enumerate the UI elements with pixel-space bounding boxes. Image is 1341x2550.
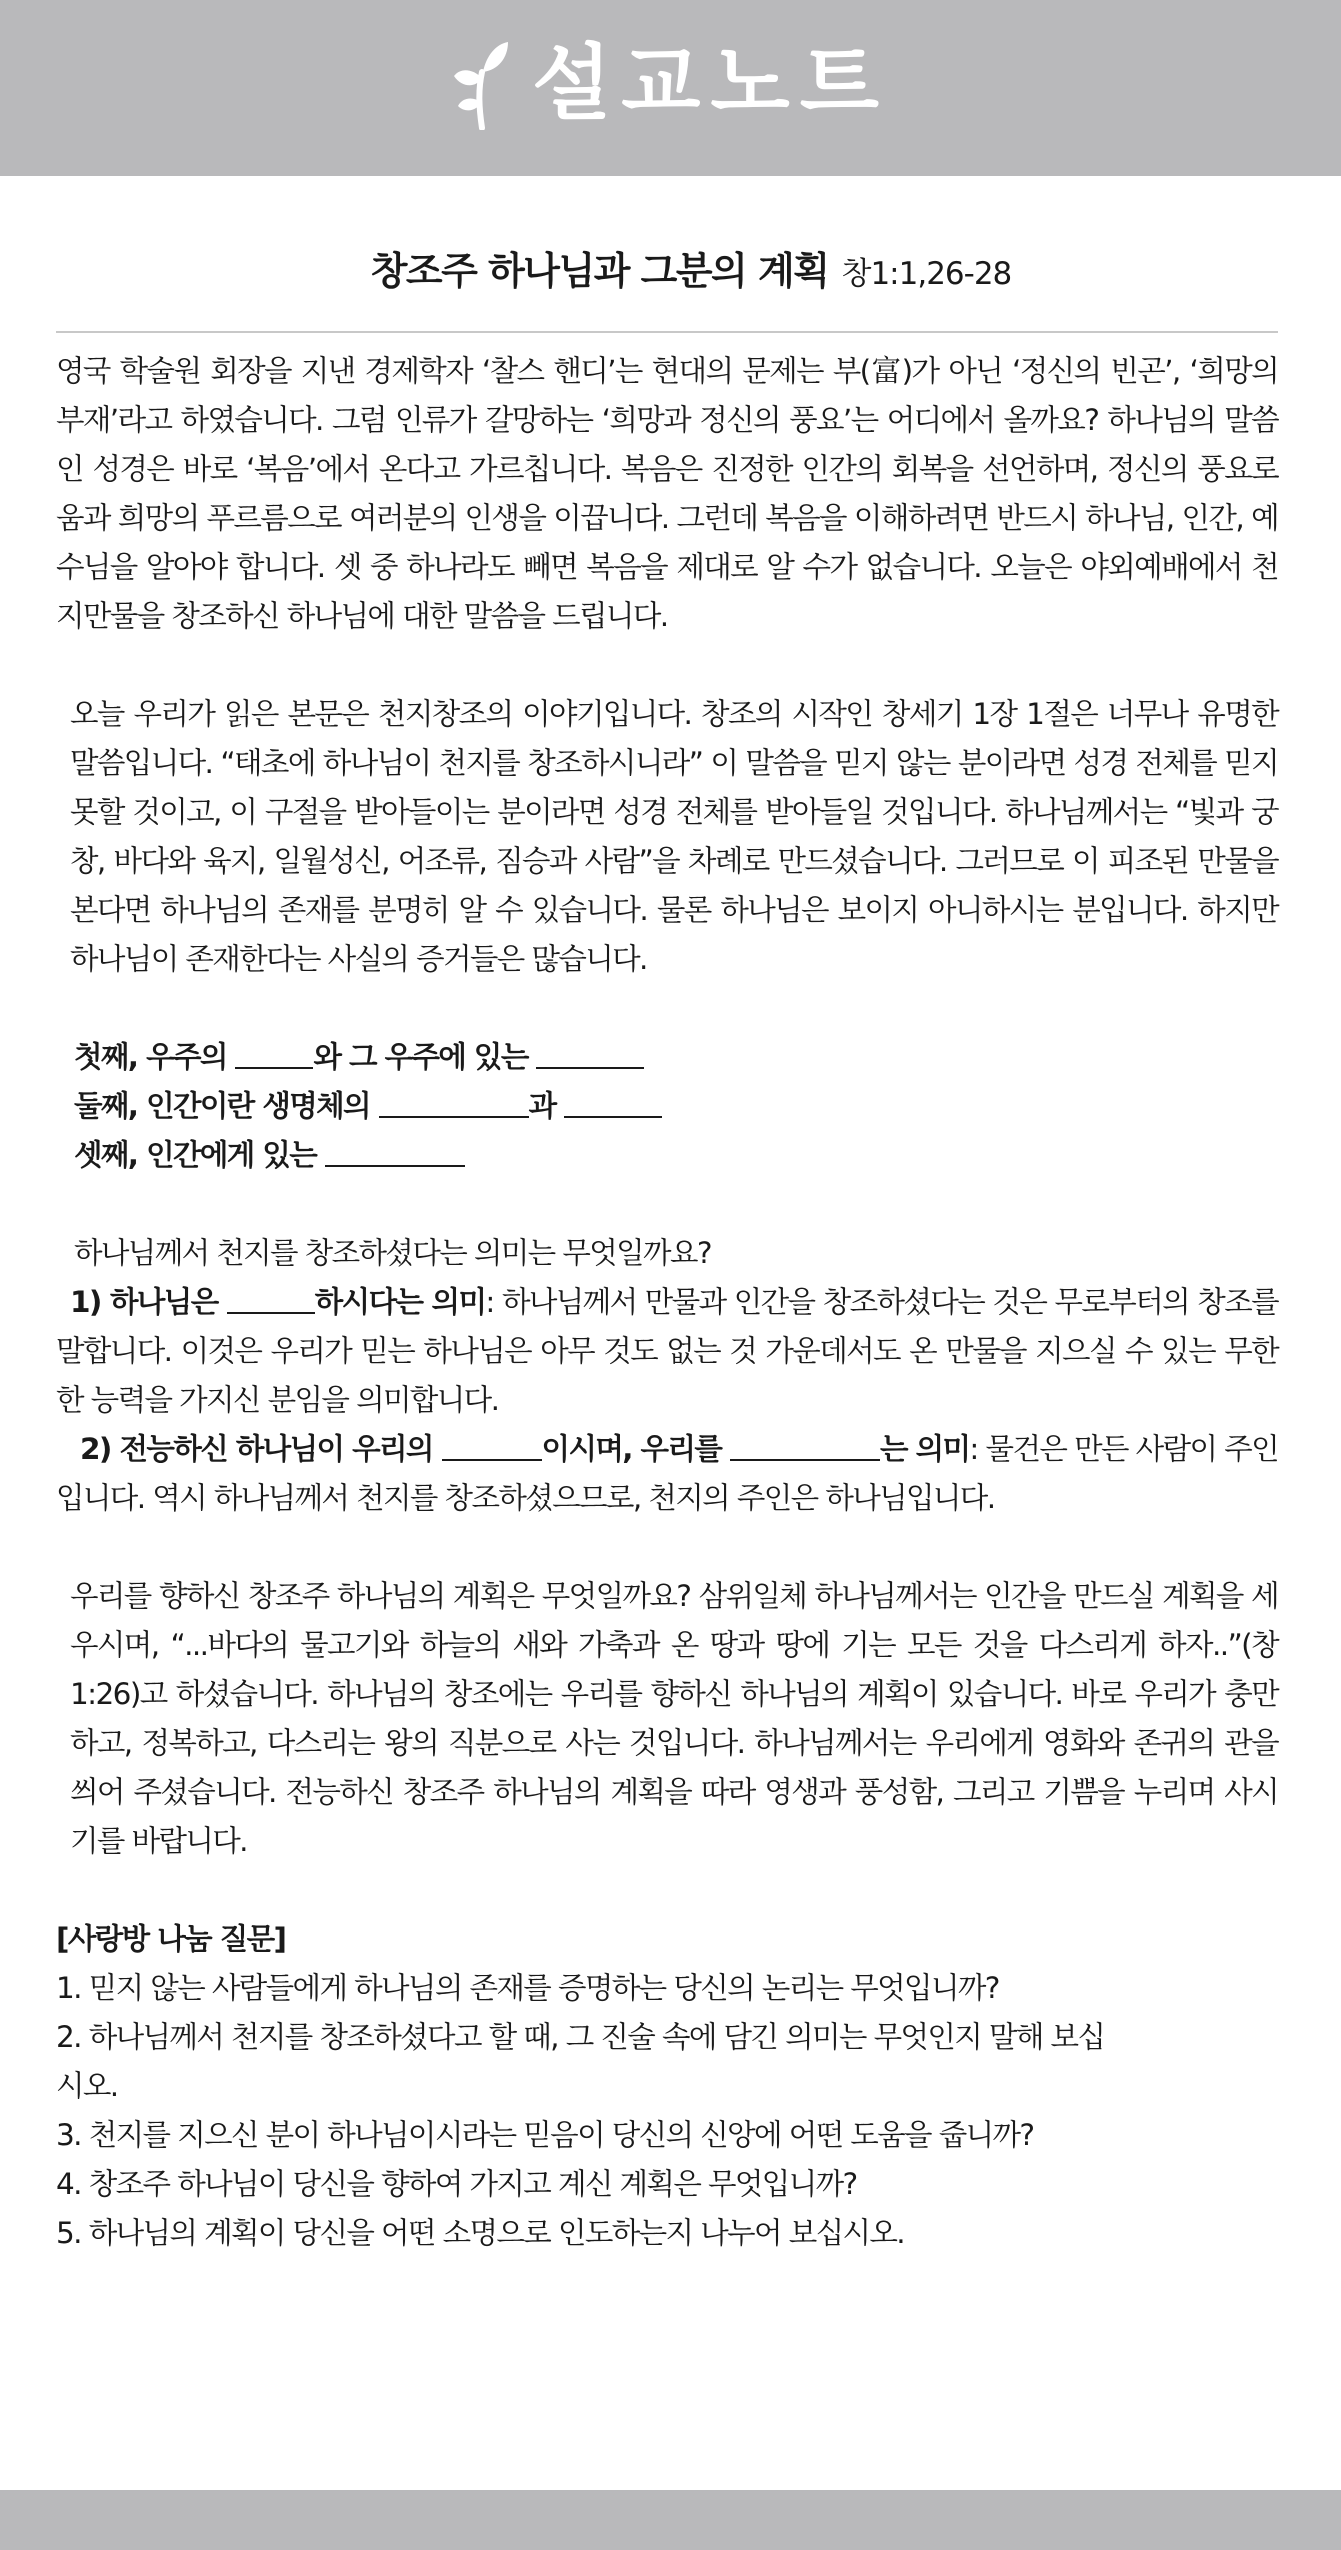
paragraph-intro: 영국 학술원 회장을 지낸 경제학자 ‘찰스 핸디’는 현대의 문제는 부(富)가 아닌 ‘정신의 빈곤’, ‘희망의 부재’라고 하였습니다. 그럼 인류가 갈망하는 ‘희망과 정신의 풍요’는 어디에서 올까요? 하나님의 말씀인 성경은 바로 ‘복음’에서 온다고 가르칩니다. 복음은 진정한 인간의 회복을 선언하며, 정신의 풍요로움과 희망의 푸르름으로 여러분의 인생을 이끕니다. 그런데 복음을 이해하려면 반드시 하나님, 인간, 예수님을 알아야 합니다. 셋 중 하나라도 빼면 복음을 제대로 알 수가 없습니다. 오늘은 야외예배에서 천지만물을 창조하신 하나님에 대한 말씀을 드립니다. bbox=[56, 354, 1278, 633]
fill-in-text: 와 그 우주에 있는 bbox=[313, 1040, 537, 1074]
question-2: 2. 하나님께서 천지를 창조하셨다고 할 때, 그 진술 속에 담긴 의미는 무엇인지 말해 보십 bbox=[56, 2020, 1105, 2054]
header-title: 설교노트 bbox=[532, 36, 889, 131]
questions-heading: [사랑방 나눔 질문] bbox=[56, 1922, 286, 1956]
discussion-questions bbox=[56, 1915, 1278, 2258]
fill-in-text: 과 bbox=[528, 1089, 565, 1123]
sermon-title-row bbox=[104, 240, 1278, 295]
question-2-continued: 시오. bbox=[56, 2069, 118, 2103]
scripture-reference: 창1:1,26-28 bbox=[841, 256, 1012, 292]
fill-in-blank bbox=[325, 1138, 465, 1167]
fill-in-line-2 bbox=[56, 1082, 1278, 1131]
point-2-label: 2) 전능하신 하나님이 우리의 bbox=[80, 1432, 442, 1466]
leaf-sprout-icon bbox=[452, 38, 510, 130]
point-2-label: 이시며, 우리를 bbox=[541, 1432, 730, 1466]
fill-in-blank bbox=[442, 1432, 542, 1461]
fill-in-text: 둘째, 인간이란 생명체의 bbox=[74, 1089, 379, 1123]
question-3: 3. 천지를 지으신 분이 하나님이시라는 믿음이 당신의 신앙에 어떤 도움을 줍니까? bbox=[56, 2118, 1034, 2152]
paragraph-creation-story: 오늘 우리가 읽은 본문은 천지창조의 이야기입니다. 창조의 시작인 창세기 1장 1절은 너무나 유명한 말씀입니다. “태초에 하나님이 천지를 창조하시니라” 이 말씀을 믿지 않는 분이라면 성경 전체를 믿지 못할 것이고, 이 구절을 받아들이는 분이라면 성경 전체를 받아들일 것입니다. 하나님께서는 “빛과 궁창, 바다와 육지, 일월성신, 어조류, 짐승과 사람”을 차례로 만드셨습니다. 그러므로 이 피조된 만물을 본다면 하나님의 존재를 분명히 알 수 있습니다. 물론 하나님은 보이지 아니하시는 분입니다. 하지만 하나님이 존재한다는 사실의 증거들은 많습니다. bbox=[70, 697, 1278, 976]
footer-band bbox=[0, 2490, 1341, 2550]
point-2-label: 는 의미 bbox=[879, 1432, 970, 1466]
point-1 bbox=[56, 1278, 1278, 1425]
question-5: 5. 하나님의 계획이 당신을 어떤 소명으로 인도하는지 나누어 보십시오. bbox=[56, 2216, 905, 2250]
fill-in-blank bbox=[564, 1089, 662, 1118]
header-brand bbox=[452, 38, 889, 130]
fill-in-blank bbox=[730, 1432, 880, 1461]
point-1-label: 1) 하나님은 bbox=[70, 1285, 227, 1319]
fill-in-blank bbox=[235, 1040, 313, 1069]
sermon-body bbox=[56, 347, 1278, 2258]
point-2 bbox=[56, 1425, 1278, 1523]
point-2-text: : 물건은 만든 사람이 주인입니다. 역시 하나님께서 천지를 창조하셨으므로, 천지의 주인은 하나님입니다. bbox=[56, 1432, 1278, 1515]
sermon-content bbox=[56, 240, 1278, 2258]
sermon-title: 창조주 하나님과 그분의 계획 bbox=[370, 249, 829, 293]
question-1: 1. 믿지 않는 사람들에게 하나님의 존재를 증명하는 당신의 논리는 무엇입니까? bbox=[56, 1971, 999, 2005]
fill-in-line-3 bbox=[56, 1131, 1278, 1180]
header-band bbox=[0, 0, 1341, 176]
paragraph-gods-plan: 우리를 향하신 창조주 하나님의 계획은 무엇일까요? 삼위일체 하나님께서는 인간을 만드실 계획을 세우시며, “...바다의 물고기와 하늘의 새와 가축과 온 땅과 땅에 기는 모든 것을 다스리게 하자..”(창1:26)고 하셨습니다. 하나님의 창조에는 우리를 향하신 하나님의 계획이 있습니다. 바로 우리가 충만하고, 정복하고, 다스리는 왕의 직분으로 사는 것입니다. 하나님께서는 우리에게 영화와 존귀의 관을 씌어 주셨습니다. 전능하신 창조주 하나님의 계획을 따라 영생과 풍성함, 그리고 기쁨을 누리며 사시기를 바랍니다. bbox=[70, 1579, 1278, 1858]
question-4: 4. 창조주 하나님이 당신을 향하여 가지고 계신 계획은 무엇입니까? bbox=[56, 2167, 857, 2201]
meaning-question: 하나님께서 천지를 창조하셨다는 의미는 무엇일까요? bbox=[74, 1236, 711, 1270]
point-1-text: : 하나님께서 만물과 인간을 창조하셨다는 것은 무로부터의 창조를 말합니다. 이것은 우리가 믿는 하나님은 아무 것도 없는 것 가운데서도 온 만물을 지으실 수 있는 무한한 능력을 가지신 분임을 의미합니다. bbox=[56, 1285, 1278, 1417]
fill-in-blank bbox=[536, 1040, 644, 1069]
fill-in-blank bbox=[379, 1089, 529, 1118]
fill-in-text: 셋째, 인간에게 있는 bbox=[74, 1138, 325, 1172]
point-1-label: 하시다는 의미 bbox=[314, 1285, 486, 1319]
fill-in-blank bbox=[227, 1285, 315, 1314]
title-divider bbox=[56, 331, 1278, 333]
fill-in-line-1 bbox=[56, 1033, 1278, 1082]
fill-in-text: 첫째, 우주의 bbox=[74, 1040, 236, 1074]
